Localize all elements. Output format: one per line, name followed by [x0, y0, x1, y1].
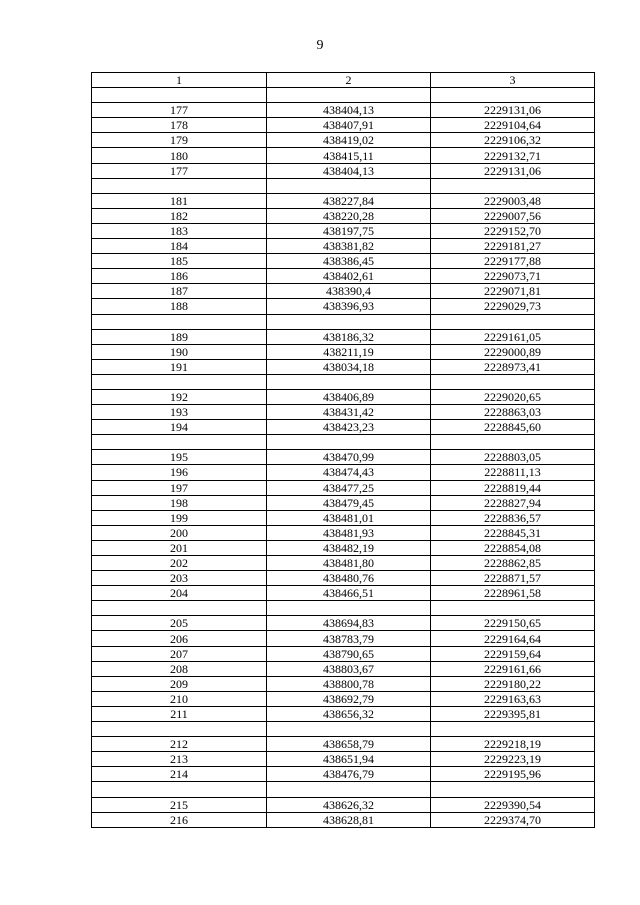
table-row: [92, 239, 595, 254]
x-coordinate-cell: 438404,13: [267, 103, 431, 118]
y-coordinate-cell: 2229161,66: [431, 661, 595, 676]
x-coordinate-cell: 438220,28: [267, 208, 431, 223]
y-coordinate-cell: 2229003,48: [431, 193, 595, 208]
table-row: [92, 193, 595, 208]
x-coordinate-cell: 438407,91: [267, 118, 431, 133]
point-number-cell: 188: [92, 299, 267, 314]
table-row: [92, 344, 595, 359]
y-coordinate-cell: 2229132,71: [431, 148, 595, 163]
x-coordinate-cell: 438803,67: [267, 661, 431, 676]
table-row: [92, 646, 595, 661]
x-coordinate-cell: 438406,89: [267, 389, 431, 404]
table-row: [92, 571, 595, 586]
point-number-cell: 180: [92, 148, 267, 163]
y-coordinate-cell: 2229020,65: [431, 389, 595, 404]
y-coordinate-cell: 2228811,13: [431, 465, 595, 480]
table-cell-empty: [92, 88, 267, 103]
y-coordinate-cell: 2228973,41: [431, 359, 595, 374]
table-row: [92, 737, 595, 752]
point-number-cell: 212: [92, 737, 267, 752]
table-cell-empty: [431, 314, 595, 329]
point-number-cell: 189: [92, 329, 267, 344]
table-cell-empty: [92, 601, 267, 616]
x-coordinate-cell: 438466,51: [267, 586, 431, 601]
point-number-cell: 192: [92, 389, 267, 404]
y-coordinate-cell: 2229390,54: [431, 797, 595, 812]
x-coordinate-cell: 438626,32: [267, 797, 431, 812]
x-coordinate-cell: 438470,99: [267, 450, 431, 465]
table-separator-row: [92, 601, 595, 616]
point-number-cell: 185: [92, 254, 267, 269]
table-cell-empty: [431, 178, 595, 193]
table-row: [92, 450, 595, 465]
y-coordinate-cell: 2229177,88: [431, 254, 595, 269]
table-cell-empty: [267, 374, 431, 389]
table-row: [92, 510, 595, 525]
y-coordinate-cell: 2229395,81: [431, 706, 595, 721]
table-row: [92, 299, 595, 314]
y-coordinate-cell: 2228961,58: [431, 586, 595, 601]
y-coordinate-cell: 2229181,27: [431, 239, 595, 254]
page-number: 9: [316, 38, 324, 53]
y-coordinate-cell: 2229106,32: [431, 133, 595, 148]
table-row: [92, 103, 595, 118]
point-number-cell: 209: [92, 676, 267, 691]
x-coordinate-cell: 438692,79: [267, 691, 431, 706]
x-coordinate-cell: 438481,01: [267, 510, 431, 525]
table-cell-empty: [92, 435, 267, 450]
point-number-cell: 201: [92, 540, 267, 555]
table-row: [92, 480, 595, 495]
y-coordinate-cell: 2228819,44: [431, 480, 595, 495]
y-coordinate-cell: 2229000,89: [431, 344, 595, 359]
point-number-cell: 178: [92, 118, 267, 133]
table-cell-empty: [92, 178, 267, 193]
table-cell-empty: [267, 601, 431, 616]
table-cell-empty: [267, 722, 431, 737]
x-coordinate-cell: 438481,93: [267, 525, 431, 540]
table-cell-empty: [431, 88, 595, 103]
header-cell-y: 3: [431, 73, 595, 88]
y-coordinate-cell: 2228845,60: [431, 420, 595, 435]
header-cell-x: 2: [267, 73, 431, 88]
y-coordinate-cell: 2228863,03: [431, 405, 595, 420]
x-coordinate-cell: 438656,32: [267, 706, 431, 721]
table-cell-empty: [431, 374, 595, 389]
table-row: [92, 812, 595, 827]
table-row: [92, 495, 595, 510]
x-coordinate-cell: 438186,32: [267, 329, 431, 344]
y-coordinate-cell: 2229150,65: [431, 616, 595, 631]
point-number-cell: 177: [92, 163, 267, 178]
y-coordinate-cell: 2228854,08: [431, 540, 595, 555]
table-row: [92, 284, 595, 299]
x-coordinate-cell: 438628,81: [267, 812, 431, 827]
point-number-cell: 183: [92, 223, 267, 238]
y-coordinate-cell: 2229131,06: [431, 163, 595, 178]
table-row: [92, 405, 595, 420]
point-number-cell: 199: [92, 510, 267, 525]
point-number-cell: 207: [92, 646, 267, 661]
table-cell-empty: [92, 782, 267, 797]
y-coordinate-cell: 2228803,05: [431, 450, 595, 465]
x-coordinate-cell: 438474,43: [267, 465, 431, 480]
point-number-cell: 208: [92, 661, 267, 676]
y-coordinate-cell: 2229223,19: [431, 752, 595, 767]
table-cell-empty: [431, 722, 595, 737]
point-number-cell: 215: [92, 797, 267, 812]
x-coordinate-cell: 438423,23: [267, 420, 431, 435]
point-number-cell: 206: [92, 631, 267, 646]
table-row: [92, 465, 595, 480]
x-coordinate-cell: 438658,79: [267, 737, 431, 752]
y-coordinate-cell: 2229195,96: [431, 767, 595, 782]
y-coordinate-cell: 2229104,64: [431, 118, 595, 133]
x-coordinate-cell: 438197,75: [267, 223, 431, 238]
y-coordinate-cell: 2229218,19: [431, 737, 595, 752]
x-coordinate-cell: 438790,65: [267, 646, 431, 661]
table-row: [92, 254, 595, 269]
x-coordinate-cell: 438476,79: [267, 767, 431, 782]
table-cell-empty: [92, 314, 267, 329]
table-row: [92, 676, 595, 691]
x-coordinate-cell: 438431,42: [267, 405, 431, 420]
point-number-cell: 196: [92, 465, 267, 480]
x-coordinate-cell: 438415,11: [267, 148, 431, 163]
point-number-cell: 204: [92, 586, 267, 601]
x-coordinate-cell: 438390,4: [267, 284, 431, 299]
header-cell-point: 1: [92, 73, 267, 88]
y-coordinate-cell: 2229161,05: [431, 329, 595, 344]
x-coordinate-cell: 438481,80: [267, 556, 431, 571]
y-coordinate-cell: 2229131,06: [431, 103, 595, 118]
x-coordinate-cell: 438651,94: [267, 752, 431, 767]
table-row: [92, 706, 595, 721]
table-header-row: [92, 73, 595, 88]
point-number-cell: 214: [92, 767, 267, 782]
table-cell-empty: [431, 435, 595, 450]
x-coordinate-cell: 438482,19: [267, 540, 431, 555]
table-row: [92, 133, 595, 148]
table-row: [92, 586, 595, 601]
table-separator-row: [92, 782, 595, 797]
point-number-cell: 184: [92, 239, 267, 254]
table-row: [92, 540, 595, 555]
point-number-cell: 202: [92, 556, 267, 571]
table-row: [92, 631, 595, 646]
x-coordinate-cell: 438386,45: [267, 254, 431, 269]
table-cell-empty: [267, 88, 431, 103]
table-separator-row: [92, 722, 595, 737]
table-separator-row: [92, 435, 595, 450]
point-number-cell: 210: [92, 691, 267, 706]
y-coordinate-cell: 2229007,56: [431, 208, 595, 223]
table-cell-empty: [431, 601, 595, 616]
x-coordinate-cell: 438381,82: [267, 239, 431, 254]
y-coordinate-cell: 2229374,70: [431, 812, 595, 827]
table-row: [92, 223, 595, 238]
table-cell-empty: [267, 782, 431, 797]
point-number-cell: 181: [92, 193, 267, 208]
y-coordinate-cell: 2228871,57: [431, 571, 595, 586]
point-number-cell: 197: [92, 480, 267, 495]
table-row: [92, 767, 595, 782]
table-row: [92, 148, 595, 163]
table-row: [92, 329, 595, 344]
table-row: [92, 752, 595, 767]
table-row: [92, 420, 595, 435]
y-coordinate-cell: 2229164,64: [431, 631, 595, 646]
point-number-cell: 198: [92, 495, 267, 510]
table-cell-empty: [267, 435, 431, 450]
coordinates-table: [91, 72, 595, 828]
table-cell-empty: [267, 178, 431, 193]
x-coordinate-cell: 438694,83: [267, 616, 431, 631]
x-coordinate-cell: 438396,93: [267, 299, 431, 314]
table-row: [92, 269, 595, 284]
table-cell-empty: [92, 374, 267, 389]
point-number-cell: 216: [92, 812, 267, 827]
point-number-cell: 191: [92, 359, 267, 374]
table-row: [92, 163, 595, 178]
table-row: [92, 359, 595, 374]
x-coordinate-cell: 438479,45: [267, 495, 431, 510]
table-cell-empty: [431, 782, 595, 797]
x-coordinate-cell: 438402,61: [267, 269, 431, 284]
point-number-cell: 182: [92, 208, 267, 223]
y-coordinate-cell: 2229159,64: [431, 646, 595, 661]
table-row: [92, 208, 595, 223]
table-separator-row: [92, 88, 595, 103]
x-coordinate-cell: 438477,25: [267, 480, 431, 495]
y-coordinate-cell: 2229071,81: [431, 284, 595, 299]
point-number-cell: 194: [92, 420, 267, 435]
table-cell-empty: [267, 314, 431, 329]
x-coordinate-cell: 438419,02: [267, 133, 431, 148]
y-coordinate-cell: 2229029,73: [431, 299, 595, 314]
point-number-cell: 203: [92, 571, 267, 586]
table-separator-row: [92, 374, 595, 389]
x-coordinate-cell: 438480,76: [267, 571, 431, 586]
x-coordinate-cell: 438783,79: [267, 631, 431, 646]
point-number-cell: 193: [92, 405, 267, 420]
table-row: [92, 797, 595, 812]
point-number-cell: 186: [92, 269, 267, 284]
y-coordinate-cell: 2228845,31: [431, 525, 595, 540]
x-coordinate-cell: 438034,18: [267, 359, 431, 374]
point-number-cell: 200: [92, 525, 267, 540]
x-coordinate-cell: 438800,78: [267, 676, 431, 691]
y-coordinate-cell: 2228836,57: [431, 510, 595, 525]
point-number-cell: 211: [92, 706, 267, 721]
x-coordinate-cell: 438211,19: [267, 344, 431, 359]
y-coordinate-cell: 2228862,85: [431, 556, 595, 571]
table-separator-row: [92, 314, 595, 329]
x-coordinate-cell: 438404,13: [267, 163, 431, 178]
table-row: [92, 118, 595, 133]
table-row: [92, 691, 595, 706]
table-cell-empty: [92, 722, 267, 737]
point-number-cell: 187: [92, 284, 267, 299]
point-number-cell: 190: [92, 344, 267, 359]
point-number-cell: 179: [92, 133, 267, 148]
y-coordinate-cell: 2229073,71: [431, 269, 595, 284]
y-coordinate-cell: 2228827,94: [431, 495, 595, 510]
y-coordinate-cell: 2229152,70: [431, 223, 595, 238]
y-coordinate-cell: 2229180,22: [431, 676, 595, 691]
table-row: [92, 661, 595, 676]
x-coordinate-cell: 438227,84: [267, 193, 431, 208]
point-number-cell: 177: [92, 103, 267, 118]
point-number-cell: 195: [92, 450, 267, 465]
point-number-cell: 205: [92, 616, 267, 631]
table-separator-row: [92, 178, 595, 193]
table-row: [92, 389, 595, 404]
y-coordinate-cell: 2229163,63: [431, 691, 595, 706]
table-body: [92, 88, 595, 828]
point-number-cell: 213: [92, 752, 267, 767]
table-row: [92, 525, 595, 540]
table-row: [92, 616, 595, 631]
table-row: [92, 556, 595, 571]
